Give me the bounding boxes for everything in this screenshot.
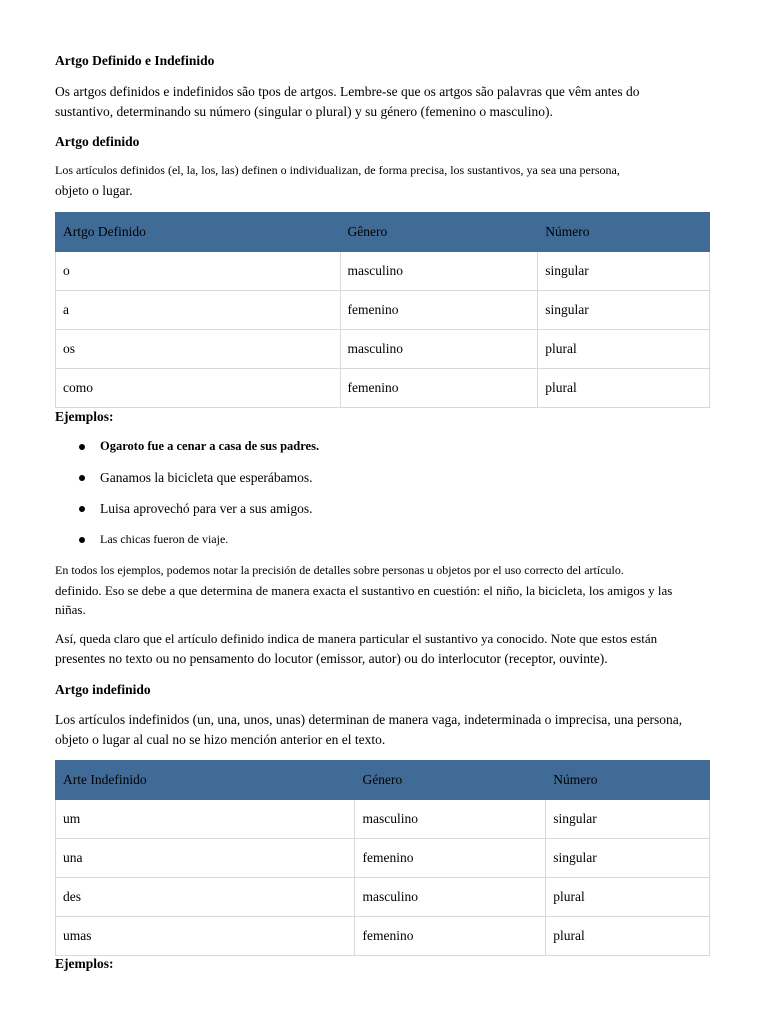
table-cell: um — [56, 800, 355, 839]
table-row — [56, 330, 710, 369]
desc-line: Los artículos definidos (el, la, los, las) definen o individualizan, de forma precisa, los sustantivos, ya sea una persona, — [55, 163, 620, 177]
table-cell: singular — [538, 252, 710, 291]
column-header: Número — [538, 213, 710, 252]
table-row — [56, 369, 710, 408]
table-cell: femenino — [340, 291, 538, 330]
explanation-paragraph — [55, 561, 710, 620]
table-cell: o — [56, 252, 341, 291]
column-header: Arte Indefinido — [56, 761, 355, 800]
table-cell: femenino — [340, 369, 538, 408]
table-cell: umas — [56, 917, 355, 956]
table-cell: masculino — [355, 800, 546, 839]
table-row — [56, 291, 710, 330]
paragraph-line: presentes no texto ou no pensamento do locutor (emissor, autor) ou do interlocutor (receptor, ouvinte). — [55, 650, 608, 666]
definido-table — [55, 212, 710, 408]
column-header: Artgo Definido — [56, 213, 341, 252]
desc-line: objeto o lugar. — [55, 182, 133, 198]
list-item — [55, 469, 319, 500]
column-header: Gênero — [340, 213, 538, 252]
example-text: Ogaroto fue a cenar a casa de sus padres. — [100, 439, 320, 453]
table-row — [56, 878, 710, 917]
examples-label: Ejemplos: — [55, 956, 114, 971]
table-cell: des — [56, 878, 355, 917]
table-cell: masculino — [340, 252, 538, 291]
table-cell: plural — [546, 917, 710, 956]
table-cell: plural — [538, 330, 710, 369]
paragraph-line: En todos los ejemplos, podemos notar la precisión de detalles sobre personas u objetos por el uso correcto del artículo. — [55, 563, 624, 577]
indefinido-heading: Artgo indefinido — [55, 682, 151, 697]
table-cell: masculino — [340, 330, 538, 369]
example-text: Luisa aprovechó para ver a sus amigos. — [100, 501, 313, 516]
table-cell: singular — [546, 800, 710, 839]
example-text: Las chicas fueron de viaje. — [100, 532, 229, 546]
table-row — [56, 800, 710, 839]
table-cell: os — [56, 330, 341, 369]
conclusion-paragraph — [55, 629, 710, 668]
table-row — [56, 917, 710, 956]
table-cell: a — [56, 291, 341, 330]
intro-line: Os artgos definidos e indefinidos são tpos de artgos. Lembre-se que os artgos são palavras que vêm antes do — [55, 84, 640, 99]
list-item — [55, 531, 319, 562]
table-header-row — [56, 213, 710, 252]
bullet-icon — [79, 475, 85, 481]
bullet-icon — [79, 506, 85, 512]
table-cell: una — [56, 839, 355, 878]
example-text: Ganamos la bicicleta que esperábamos. — [100, 470, 313, 485]
bullet-icon — [79, 537, 85, 543]
intro-line: sustantivo, determinando su número (singular o plural) y su género (femenino o masculino). — [55, 103, 553, 119]
desc-line: objeto o lugar al cual no se hizo mención anterior en el texto. — [55, 731, 386, 747]
table-cell: femenino — [355, 917, 546, 956]
definido-description — [55, 161, 710, 200]
document-title: Artgo Definido e Indefinido — [55, 53, 215, 68]
intro-paragraph — [55, 82, 710, 121]
table-cell: singular — [546, 839, 710, 878]
table-cell: plural — [546, 878, 710, 917]
table-row — [56, 252, 710, 291]
examples-label: Ejemplos: — [55, 409, 114, 424]
list-item — [55, 500, 319, 531]
table-header-row — [56, 761, 710, 800]
column-header: Número — [546, 761, 710, 800]
table-cell: masculino — [355, 878, 546, 917]
paragraph-line: definido. Eso se debe a que determina de manera exacta el sustantivo en cuestión: el niño, la bicicleta, los amigos y las — [55, 582, 673, 598]
paragraph-line: Así, queda claro que el artículo definido indica de manera particular el sustantivo ya conocido. Note que estos están — [55, 631, 658, 646]
column-header: Género — [355, 761, 546, 800]
definido-heading: Artgo definido — [55, 134, 140, 149]
table-cell: plural — [538, 369, 710, 408]
paragraph-line: niñas. — [55, 602, 86, 617]
desc-line: Los artículos indefinidos (un, una, unos, unas) determinan de manera vaga, indeterminada o imprecisa, una persona, — [55, 712, 683, 727]
list-item — [55, 438, 319, 469]
table-cell: como — [56, 369, 341, 408]
table-cell: singular — [538, 291, 710, 330]
table-cell: femenino — [355, 839, 546, 878]
indefinido-description — [55, 710, 710, 749]
indefinido-table — [55, 760, 710, 956]
table-row — [56, 839, 710, 878]
bullet-icon — [79, 444, 85, 450]
examples-list — [55, 438, 319, 562]
